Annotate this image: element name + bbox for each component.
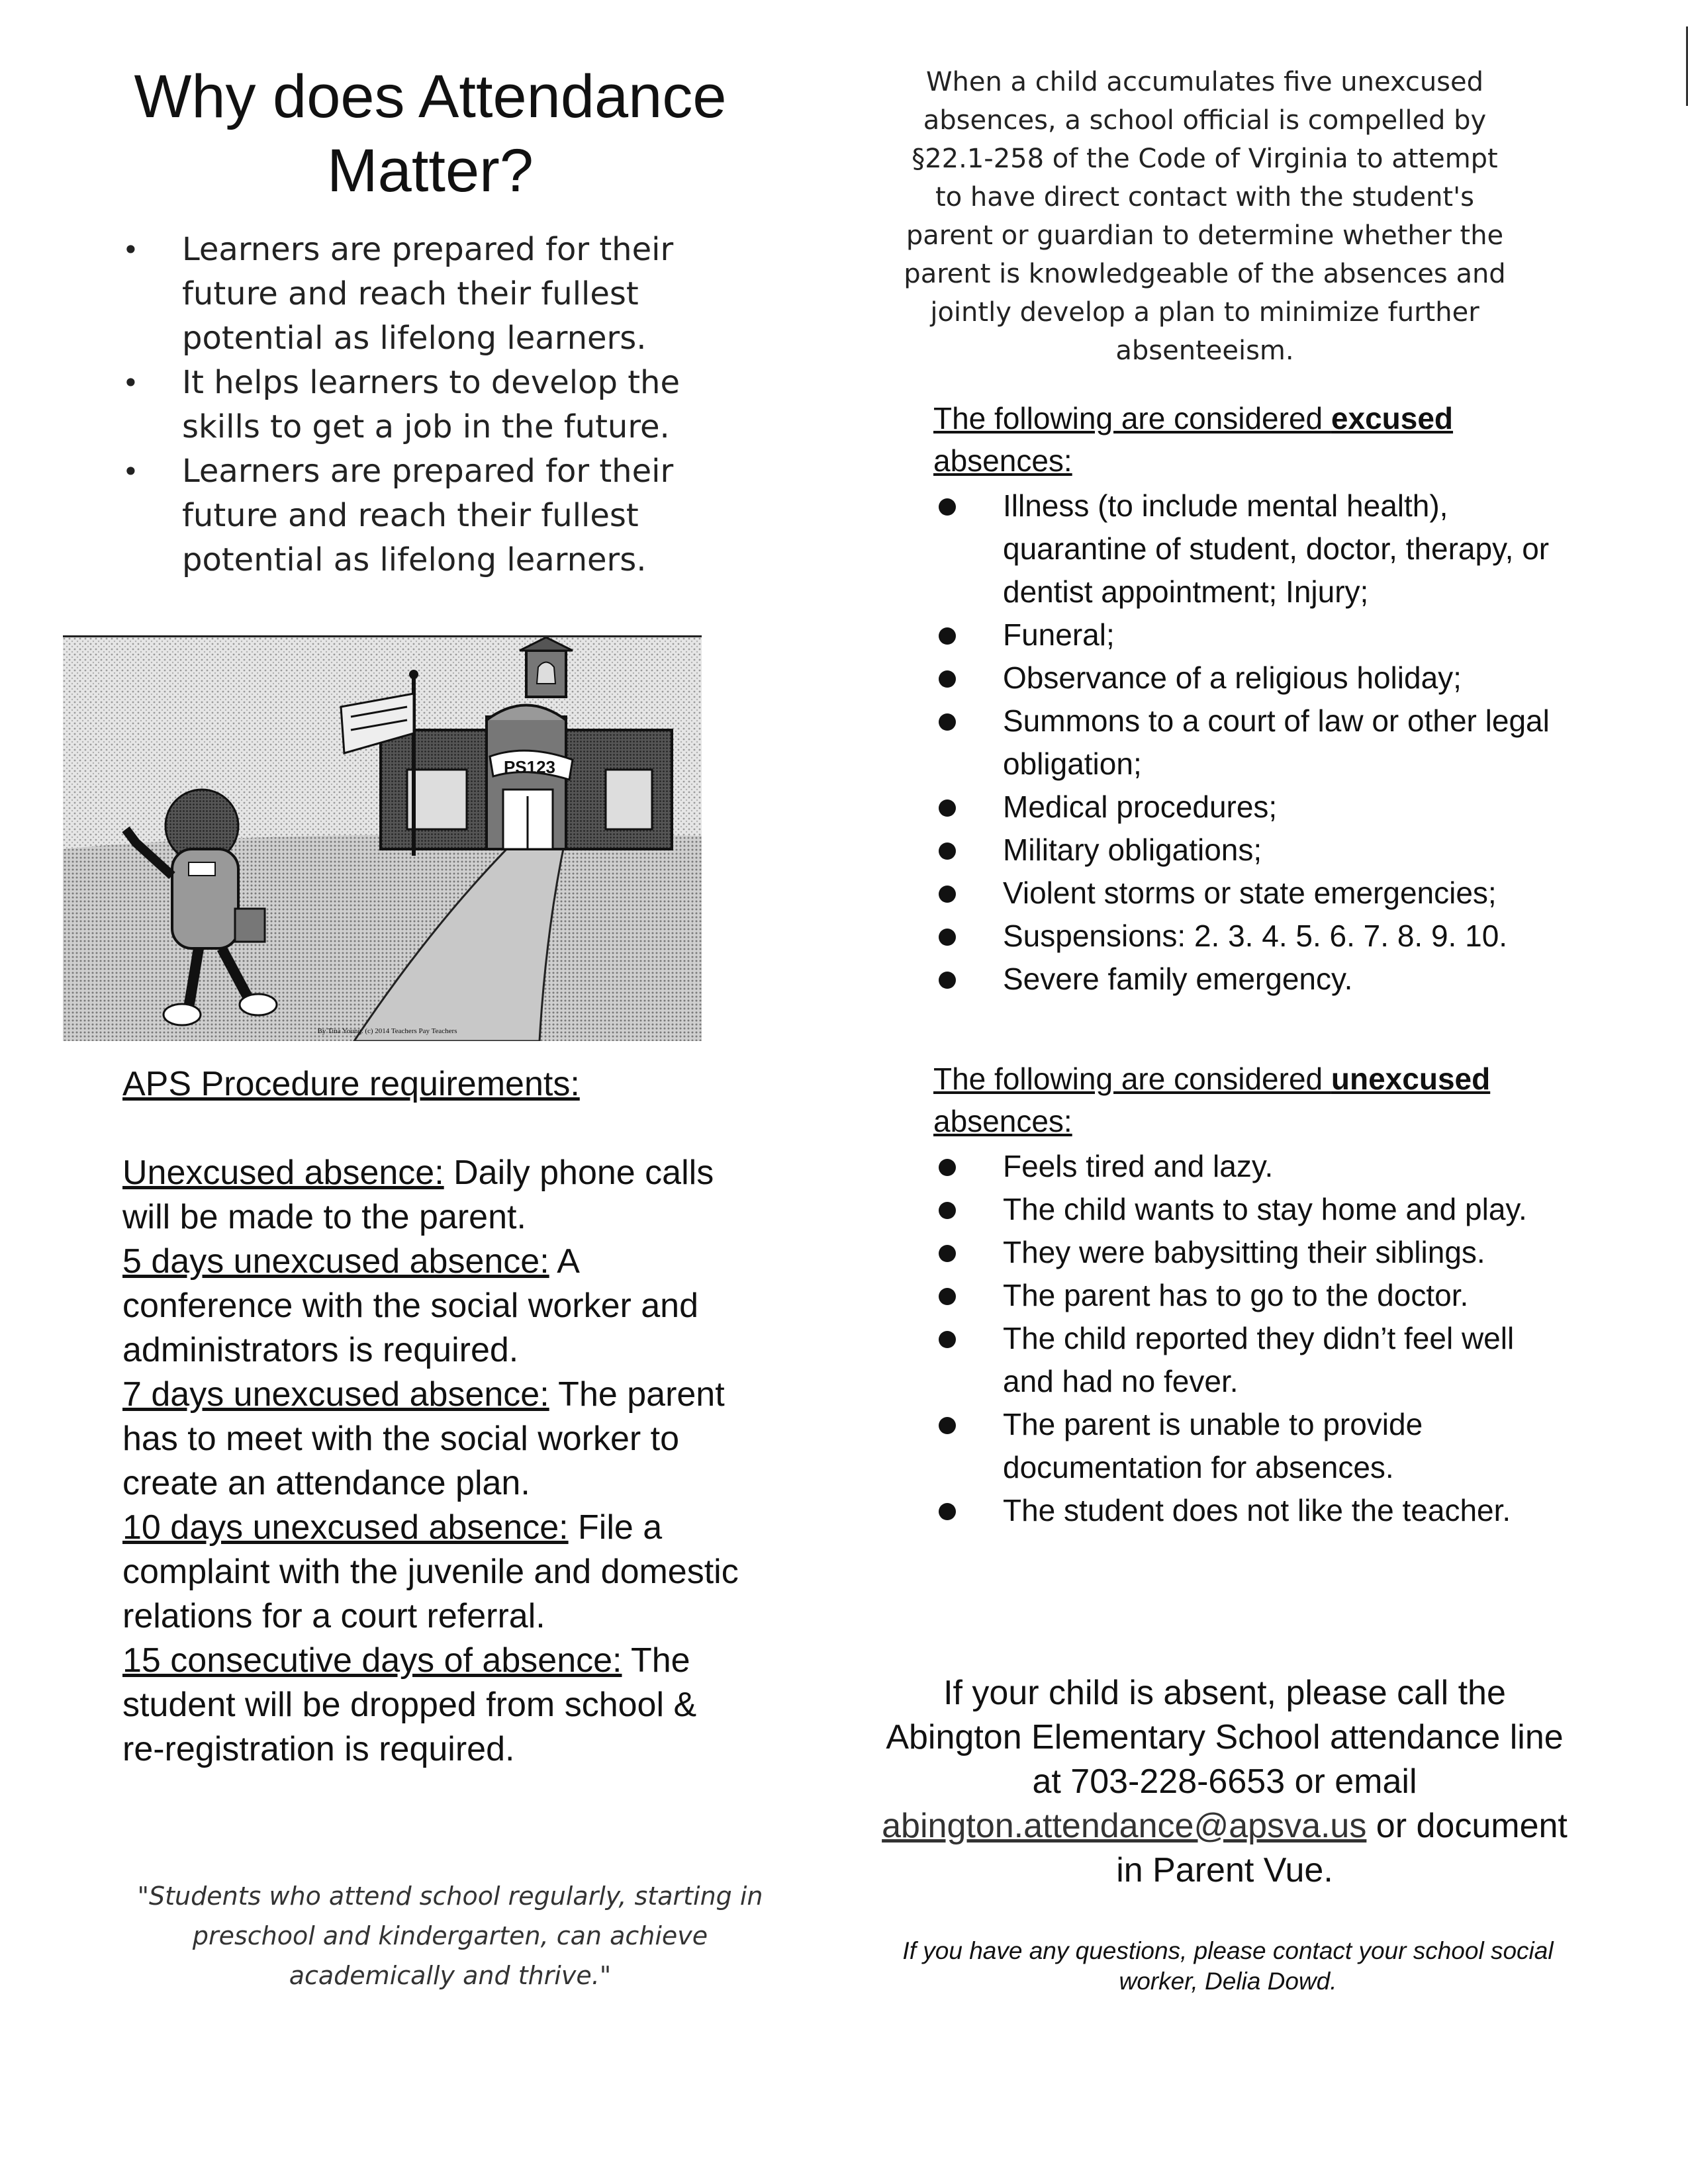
list-item: Feels tired and lazy.	[933, 1145, 1556, 1188]
procedure-item	[122, 1151, 745, 1240]
procedure-item	[122, 1373, 745, 1506]
callout-text: If your child is absent, please call the Abington Elementary School attendance line at 703-228-6653 or email	[886, 1674, 1564, 1801]
school-badge-text: PS123	[503, 757, 556, 777]
excused-list	[933, 484, 1556, 1001]
unexcused-heading-tail: absences:	[933, 1104, 1072, 1138]
list-item: They were babysitting their siblings.	[933, 1231, 1556, 1274]
procedure-item	[122, 1506, 745, 1639]
procedure-item	[122, 1240, 745, 1373]
list-item: The parent is unable to provide documentation for absences.	[933, 1403, 1556, 1489]
list-item: Medical procedures;	[933, 786, 1556, 829]
list-item: Suspensions: 2. 3. 4. 5. 6. 7. 8. 9. 10.	[933, 915, 1556, 958]
list-item: The student does not like the teacher.	[933, 1489, 1556, 1532]
left-column	[99, 60, 761, 582]
procedure-heading: APS Procedure requirements:	[122, 1065, 580, 1103]
procedure-label: 10 days unexcused absence:	[122, 1508, 569, 1547]
list-item: • Learners are prepared for their future and reach their fullest potential as lifelong learners.	[99, 228, 685, 361]
school-illustration	[63, 635, 702, 1041]
procedure-text: Daily phone calls will be made to the parent.	[122, 1154, 714, 1236]
procedure-label: 15 consecutive days of absence:	[122, 1641, 622, 1680]
procedure-label: 7 days unexcused absence:	[122, 1375, 549, 1414]
list-item: Summons to a court of law or other legal obligation;	[933, 700, 1556, 786]
excused-heading-tail: absences:	[933, 443, 1072, 478]
list-item: The parent has to go to the doctor.	[933, 1274, 1556, 1317]
list-item: Observance of a religious holiday;	[933, 657, 1556, 700]
page-title	[99, 60, 761, 208]
procedure-label: 5 days unexcused absence:	[122, 1242, 549, 1281]
image-credit: By Tina Young. (c) 2014 Teachers Pay Teachers	[317, 1027, 457, 1035]
list-item: Violent storms or state emergencies;	[933, 872, 1556, 915]
list-item: Military obligations;	[933, 829, 1556, 872]
unexcused-heading-bold: unexcused	[1331, 1062, 1491, 1096]
excused-heading	[933, 397, 1562, 482]
list-item: The child wants to stay home and play.	[933, 1188, 1556, 1231]
procedure-section	[122, 1062, 745, 1772]
excused-heading-text: The following are considered	[933, 401, 1331, 435]
attendance-email-link[interactable]: abington.attendance@apsva.us	[882, 1807, 1367, 1845]
excused-heading-bold: excused	[1331, 401, 1454, 435]
title-line-1: Why does Attendance	[134, 63, 727, 130]
benefits-list	[99, 228, 761, 582]
callout-tail: or document in Parent Vue.	[1116, 1807, 1568, 1889]
quote: "Students who attend school regularly, starting in preschool and kindergarten, can achieve academically and thrive."	[137, 1882, 763, 1990]
procedure-item	[122, 1639, 745, 1772]
list-item: • Learners are prepared for their future and reach their fullest potential as lifelong learners.	[99, 449, 685, 582]
list-item: The child reported they didn’t feel well and had no fever.	[933, 1317, 1556, 1403]
procedure-text: The parent has to meet with the social worker to create an attendance plan.	[122, 1375, 725, 1502]
intro-paragraph: When a child accumulates five unexcused absences, a school official is compelled by §22.1-258 of the Code of Virginia to attempt to have direct contact with the student's parent or guardian to determine whether the parent is knowledgeable of the absences and jointly develop a plan to minimize further absenteeism.	[904, 67, 1506, 366]
contact-note: If you have any questions, please contact your school social worker, Delia Dowd.	[902, 1937, 1554, 1995]
procedure-label: Unexcused absence:	[122, 1154, 444, 1192]
list-item: Illness (to include mental health), quarantine of student, doctor, therapy, or dentist appointment; Injury;	[933, 484, 1556, 614]
list-item: • It helps learners to develop the skills to get a job in the future.	[99, 361, 685, 449]
procedure-text: A conference with the social worker and administrators is required.	[122, 1242, 699, 1369]
unexcused-heading-text: The following are considered	[933, 1062, 1331, 1096]
unexcused-list	[933, 1145, 1556, 1532]
unexcused-heading	[933, 1058, 1562, 1142]
procedure-text: The student will be dropped from school & re-registration is required.	[122, 1641, 697, 1768]
procedure-text: File a complaint with the juvenile and domestic relations for a court referral.	[122, 1508, 739, 1635]
list-item: Severe family emergency.	[933, 958, 1556, 1001]
title-line-2: Matter?	[327, 137, 534, 205]
absence-callout	[880, 1671, 1569, 1893]
list-item: Funeral;	[933, 614, 1556, 657]
